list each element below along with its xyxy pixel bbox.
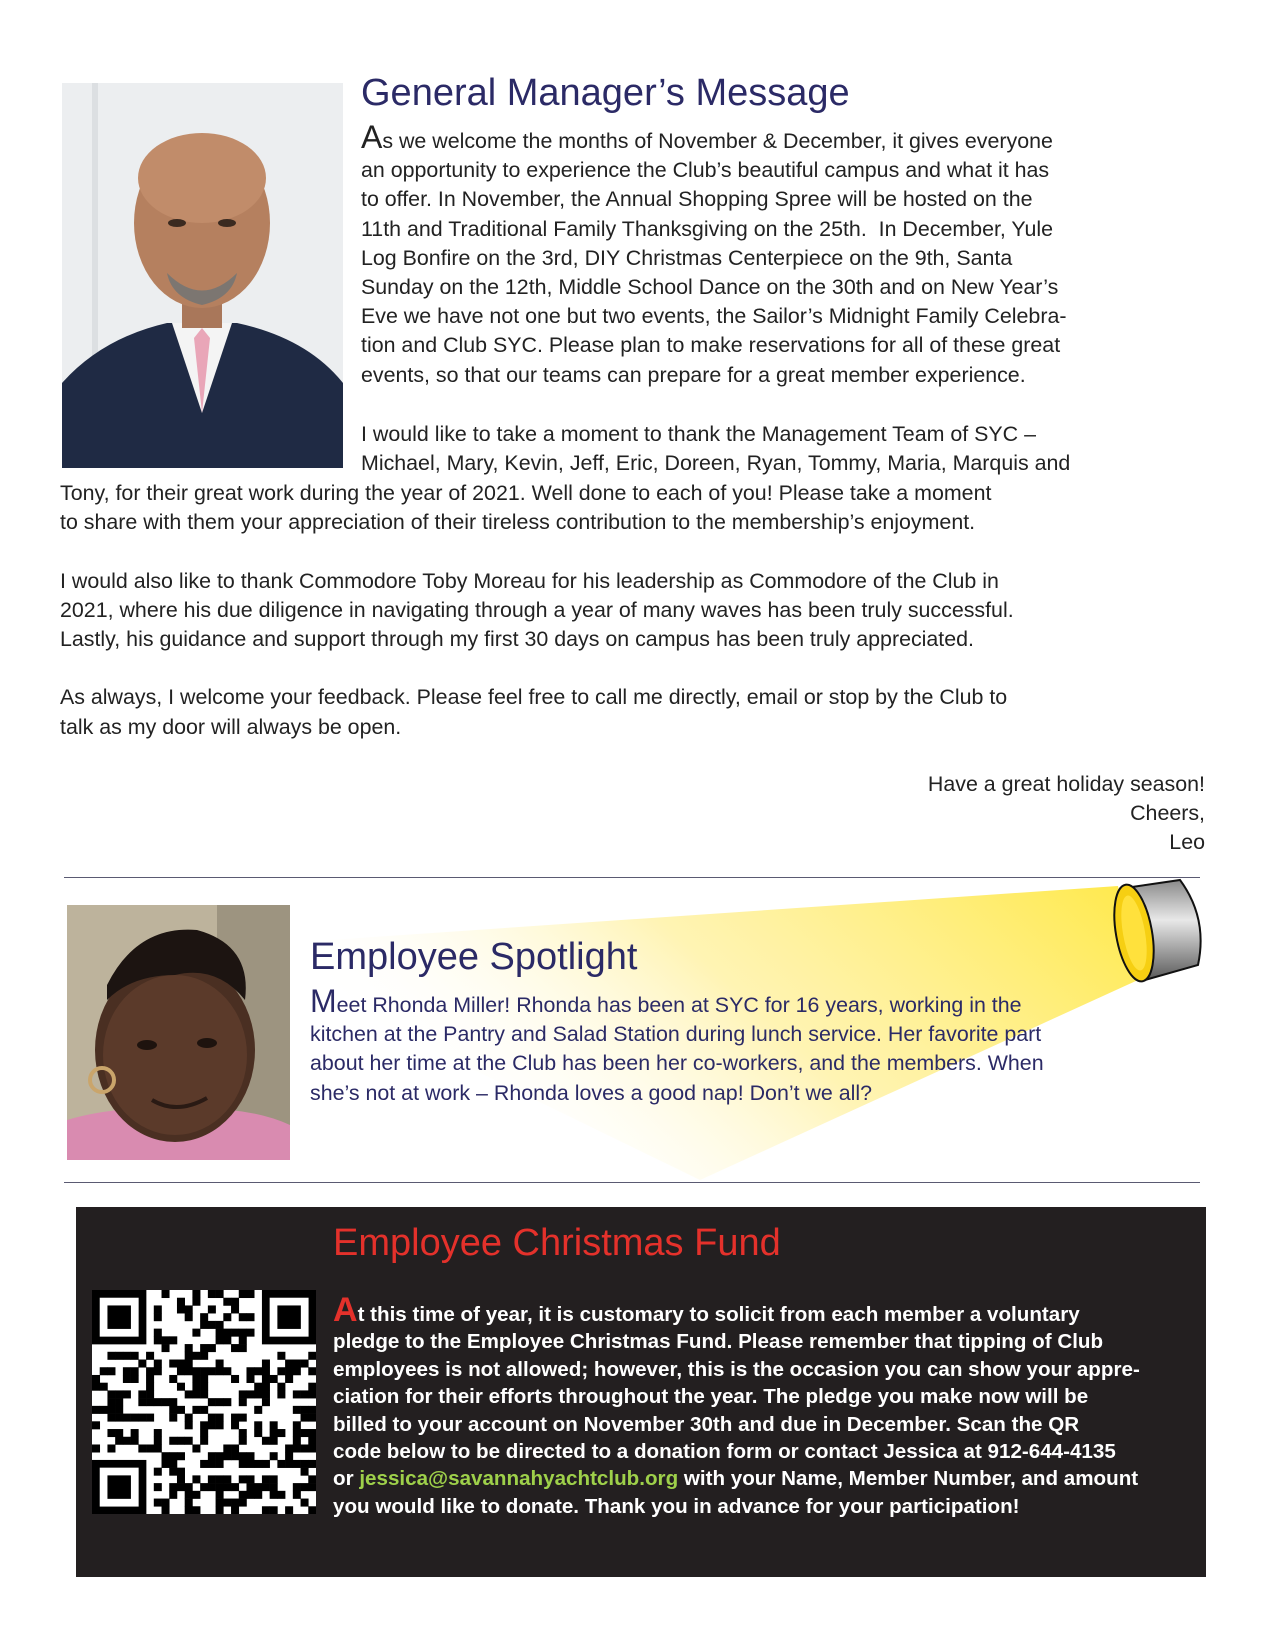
dropcap: A [333, 1291, 358, 1329]
spotlight-paragraph [310, 983, 1044, 1108]
gm-line: an opportunity to experience the Club’s beautiful campus and what it has [361, 158, 1050, 183]
gm-line: Lastly, his guidance and support through my first 30 days on campus has been truly appreciated. [60, 627, 974, 652]
gm-line: Eve we have not one but two events, the Sailor’s Midnight Family Celebra- [361, 304, 1067, 329]
qr-code-icon[interactable] [92, 1290, 316, 1514]
gm-line: 2021, where his due diligence in navigating through a year of many waves has been truly successful. [60, 597, 1014, 622]
gm-line: events, so that our teams can prepare for a great member experience. [361, 362, 1026, 387]
signoff-line: Leo [1169, 830, 1205, 855]
fund-line: pledge to the Employee Christmas Fund. Please remember that tipping of Club [333, 1330, 1104, 1354]
gm-line: to share with them your appreciation of their tireless contribution to the membership’s enjoyment. [60, 510, 976, 535]
general-manager-title: General Manager’s Message [361, 72, 850, 114]
gm-line: 11th and Traditional Family Thanksgiving on the 25th. In December, Yule [361, 216, 1054, 241]
gm-line: As always, I welcome your feedback. Please feel free to call me directly, email or stop by the Club to [60, 685, 1008, 710]
gm-line: Sunday on the 12th, Middle School Dance on the 30th and on New Year’s [361, 275, 1059, 300]
fund-email-tail: with your Name, Member Number, and amount [678, 1467, 1139, 1491]
gm-line: s we welcome the months of November & December, it gives everyone [382, 129, 1053, 153]
dropcap: A [361, 119, 383, 155]
christmas-fund-title: Employee Christmas Fund [333, 1222, 781, 1264]
spotlight-line: about her time at the Club has been her co-workers, and the members. When [310, 1051, 1044, 1076]
employee-photo [67, 905, 290, 1160]
gm-line: tion and Club SYC. Please plan to make reservations for all of these great [361, 333, 1061, 358]
fund-line: t this time of year, it is customary to solicit from each member a voluntary [357, 1303, 1080, 1326]
gm-line: I would like to take a moment to thank the Management Team of SYC – [361, 422, 1036, 446]
gm-line: Tony, for their great work during the year of 2021. Well done to each of you! Please take a moment [60, 481, 992, 505]
gm-line: talk as my door will always be open. [60, 714, 402, 739]
signoff-line: Cheers, [1130, 801, 1205, 826]
spotlight-line: kitchen at the Pantry and Salad Station during lunch service. Her favorite part [310, 1022, 1042, 1047]
gm-line: Log Bonfire on the 3rd, DIY Christmas Centerpiece on the 9th, Santa [361, 245, 1013, 270]
spotlight-title: Employee Spotlight [310, 936, 638, 978]
spotlight-line: eet Rhonda Miller! Rhonda has been at SYC for 16 years, working in the [336, 993, 1022, 1017]
fund-line: code below to be directed to a donation form or contact Jessica at 912-644-4135 [333, 1440, 1116, 1464]
fund-line: ciation for their efforts throughout the year. The pledge you make now will be [333, 1385, 1089, 1409]
signoff-line: Have a great holiday season! [927, 772, 1205, 796]
dropcap: M [310, 983, 337, 1019]
christmas-fund-paragraph [333, 1291, 1140, 1520]
fund-line: employees is not allowed; however, this is the occasion you can show your appre- [333, 1357, 1140, 1381]
gm-line: Michael, Mary, Kevin, Jeff, Eric, Doreen, Ryan, Tommy, Maria, Marquis and [361, 451, 1071, 476]
fund-line: you would like to donate. Thank you in advance for your participation! [333, 1494, 1020, 1518]
fund-or: or [333, 1467, 360, 1491]
gm-line: I would also like to thank Commodore Toby Moreau for his leadership as Commodore of the Club in [60, 568, 999, 593]
divider [64, 1182, 1200, 1183]
email-link[interactable]: jessica@savannahyachtclub.org [359, 1467, 679, 1491]
spotlight-line: she’s not at work – Rhonda loves a good nap! Don’t we all? [310, 1080, 873, 1105]
fund-line: billed to your account on November 30th and due in December. Scan the QR [333, 1412, 1080, 1436]
gm-line: to offer. In November, the Annual Shopping Spree will be hosted on the [361, 187, 1033, 212]
